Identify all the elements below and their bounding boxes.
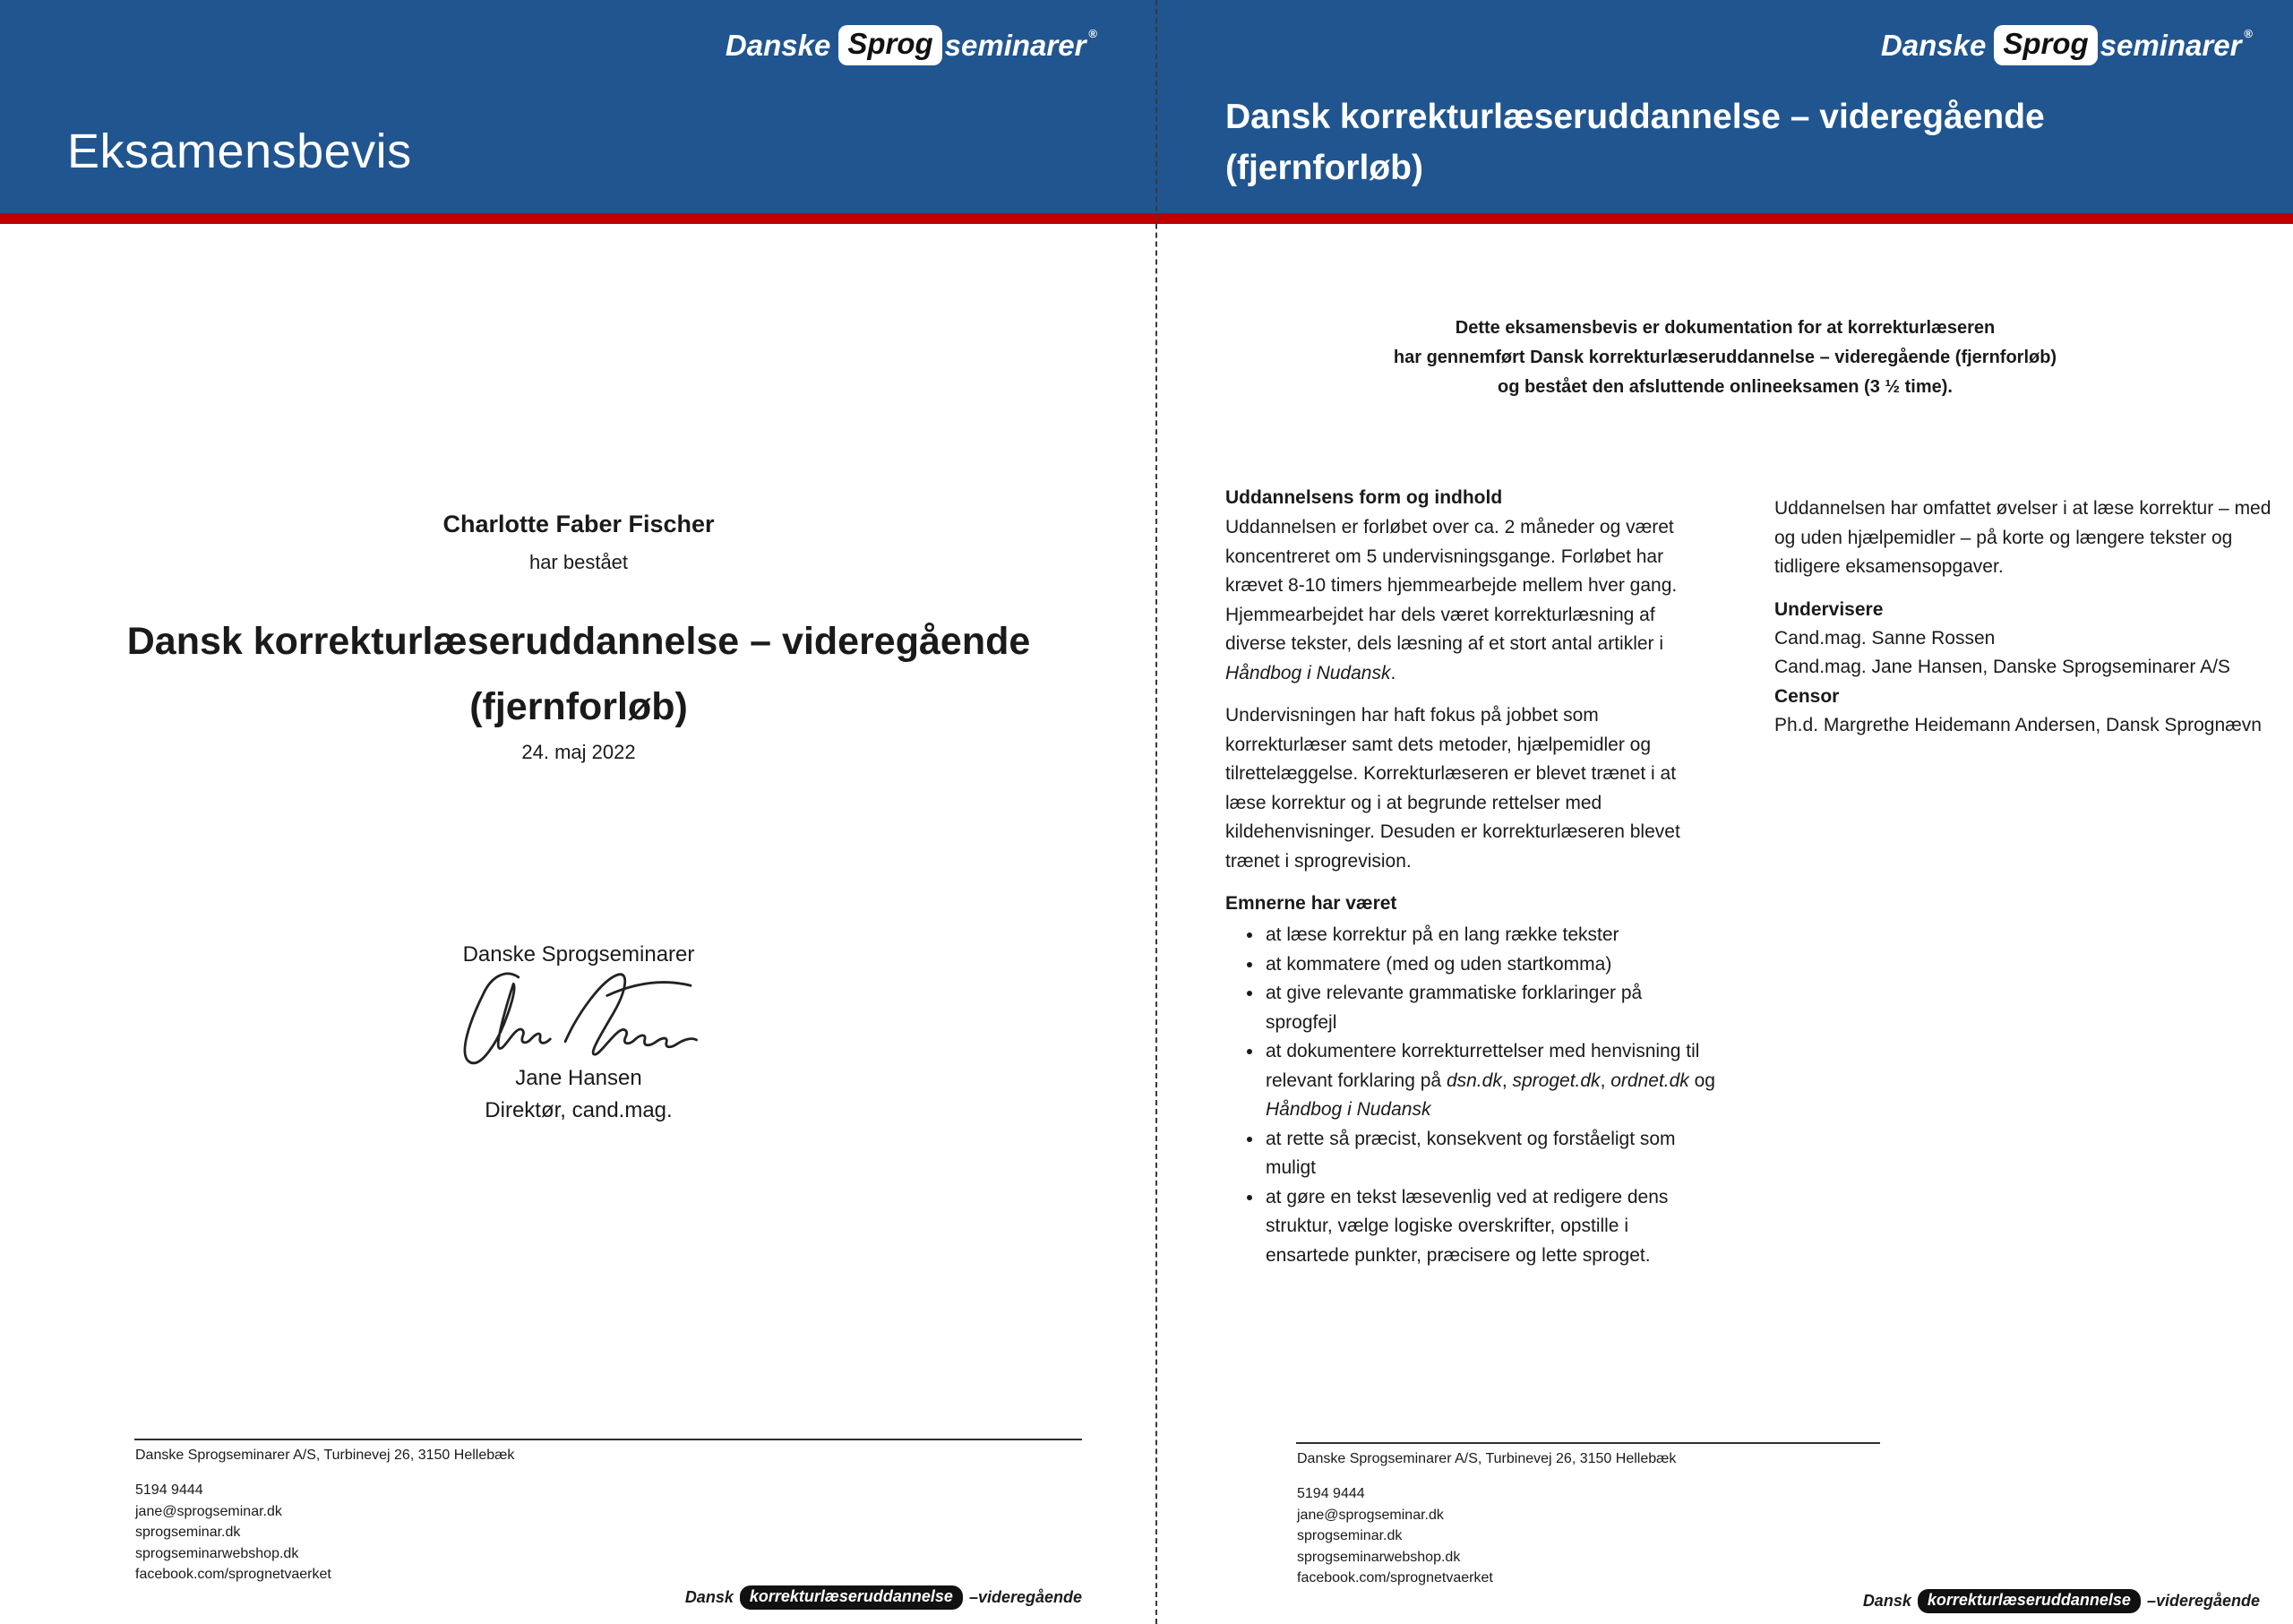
topic-item: • at læse korrektur på en lang række tekster — [1264, 921, 1716, 950]
intro-line1: Dette eksamensbevis er dokumentation for at korrekturlæseren — [1455, 318, 1996, 338]
topic-item: • at give relevante grammatiske forklaringer på sprogfejl — [1264, 979, 1716, 1037]
registered-mark-icon: ® — [1088, 27, 1097, 40]
topic-item-site: dsn.dk — [1446, 1070, 1502, 1091]
course-title-line2: (fjernforløb) — [469, 685, 688, 728]
intro-statement — [1157, 314, 2293, 402]
footer-phone: 5194 9444 — [135, 1482, 203, 1498]
page-right — [1157, 0, 2293, 1624]
tagline-badge: korrekturlæseruddannelse — [740, 1585, 963, 1610]
topic-item — [1264, 1037, 1716, 1125]
issuer-name: Danske Sprogseminarer — [462, 942, 695, 967]
recipient-name: Charlotte Faber Fischer — [442, 511, 715, 537]
form-heading: Uddannelsens form og indhold — [1225, 487, 1503, 508]
topic-item-site: sproget.dk — [1512, 1070, 1601, 1091]
brand-logo — [726, 25, 1097, 65]
logo-danske: Danske — [725, 28, 831, 62]
logo-sprog-badge: Sprog — [838, 25, 941, 65]
footer-facebook: facebook.com/sprognetvaerket — [135, 1567, 331, 1582]
tagline-post: –videregående — [968, 1588, 1082, 1606]
logo-seminarer: seminarer — [944, 28, 1086, 62]
signatory-name: Jane Hansen — [515, 1066, 642, 1090]
course-title-line1: Dansk korrekturlæseruddannelse – videregående — [126, 620, 1031, 663]
exercises-paragraph: Uddannelsen har omfattet øvelser i at læse korrektur – med og uden hjælpemidler – på korte og længere tekster og tidligere eksamensopgaver. — [1774, 498, 2272, 577]
topic-item-text: at dokumentere korrekturrettelser med henvisning til relevant forklaring på — [1266, 1041, 1700, 1091]
column-exercises-and-staff — [1774, 494, 2289, 740]
footer-rule — [134, 1439, 1082, 1440]
footer-website: sprogseminar.dk — [135, 1525, 241, 1540]
topic-item: • at rette så præcist, konsekvent og forståeligt som muligt — [1264, 1125, 1716, 1183]
certificate-date: 24. maj 2022 — [521, 741, 636, 763]
registered-mark-icon: ® — [2244, 27, 2253, 40]
footer-contacts — [1297, 1483, 1493, 1589]
topic-item-booktitle: Håndbog i Nudansk — [1266, 1099, 1431, 1120]
topic-item-sep: , — [1600, 1070, 1611, 1091]
brand-logo — [1881, 25, 2253, 65]
topics-list — [1225, 921, 1716, 1270]
footer-webshop: sprogseminarwebshop.dk — [135, 1545, 299, 1561]
course-tagline — [1863, 1589, 2260, 1613]
topic-item: • at kommatere (med og uden startkomma) — [1264, 950, 1716, 980]
passed-label: har bestået — [528, 551, 629, 573]
intro-line3: og bestået den afsluttende onlineeksamen (3 ½ time). — [1498, 377, 1953, 397]
topic-item-site: ordnet.dk — [1610, 1070, 1689, 1091]
column-form-and-topics — [1225, 484, 1716, 1270]
footer-address: Danske Sprogseminarer A/S, Turbinevej 26, 3150 Hellebæk — [1297, 1451, 1677, 1466]
footer-phone: 5194 9444 — [1297, 1486, 1365, 1501]
signature-image — [448, 960, 699, 1072]
footer-rule — [1296, 1442, 1880, 1444]
intro-line2: har gennemført Dansk korrekturlæseruddannelse – videregående (fjernforløb) — [1393, 348, 2057, 367]
form-paragraph-2: Undervisningen har haft fokus på jobbet som korrekturlæser samt dets metoder, hjælpemidler og tilrettelæggelse. Korrekturlæseren er blevet trænet i at læse korrektur og i at begrunde rettelser med kildehenvisninger. Desuden er korrekturlæseren blevet trænet i sprogrevision. — [1225, 705, 1680, 872]
teacher-name: Cand.mag. Sanne Rossen — [1774, 627, 1996, 649]
tagline-post: –videregående — [2146, 1592, 2260, 1610]
footer-contacts — [135, 1480, 331, 1585]
document-title: Eksamensbevis — [67, 125, 412, 178]
footer-address: Danske Sprogseminarer A/S, Turbinevej 26, 3150 Hellebæk — [135, 1448, 515, 1463]
tagline-pre: Dansk — [1862, 1592, 1911, 1610]
page-title-line1: Dansk korrekturlæseruddannelse – videregående — [1225, 98, 2045, 136]
tagline-badge: korrekturlæseruddannelse — [1918, 1589, 2141, 1613]
footer-facebook: facebook.com/sprognetvaerket — [1297, 1570, 1493, 1585]
page-fold-dashed-line — [1155, 0, 1157, 1624]
footer-website: sprogseminar.dk — [1297, 1528, 1403, 1543]
teachers-heading: Undervisere — [1774, 598, 1884, 620]
signatory-title: Direktør, cand.mag. — [485, 1098, 673, 1122]
page-title — [1225, 91, 2045, 193]
form-paragraph-1-booktitle: Håndbog i Nudansk — [1225, 662, 1391, 683]
tagline-pre: Dansk — [684, 1588, 734, 1606]
teacher-name: Cand.mag. Jane Hansen, Danske Sprogseminarer A/S — [1774, 657, 2230, 677]
logo-sprog-badge: Sprog — [1994, 25, 2097, 65]
course-title — [0, 609, 1157, 740]
censor-heading: Censor — [1774, 685, 1840, 707]
course-tagline — [685, 1585, 1082, 1610]
topic-item-sep: og — [1688, 1070, 1715, 1091]
topic-item-sep: , — [1501, 1070, 1513, 1091]
form-paragraph-1-text: Uddannelsen er forløbet over ca. 2 måneder og været koncentreret om 5 undervisningsgange. Forløbet har krævet 8-10 timers hjemmearbejde mellem hver gang. Hjemmearbejdet har dels været korrekturlæsning af diverse tekster, dels læsning af et stort antal artikler i — [1225, 517, 1678, 654]
page-title-line2: (fjernforløb) — [1225, 149, 1423, 187]
censor-name: Ph.d. Margrethe Heidemann Andersen, Dansk Sprognævn — [1774, 714, 2262, 735]
form-paragraph-1 — [1225, 513, 1716, 688]
logo-seminarer: seminarer — [2100, 28, 2242, 62]
footer-email: jane@sprogseminar.dk — [135, 1503, 282, 1519]
logo-danske: Danske — [1880, 28, 1987, 62]
topic-item: • at gøre en tekst læsevenlig ved at redigere dens struktur, vælge logiske overskrifter, opstille i ensartede punkter, præcisere og lette sproget. — [1264, 1183, 1716, 1271]
topics-heading: Emnerne har været — [1225, 893, 1397, 914]
form-paragraph-1-tail: . — [1390, 662, 1396, 683]
footer-email: jane@sprogseminar.dk — [1297, 1507, 1444, 1523]
footer-webshop: sprogseminarwebshop.dk — [1297, 1549, 1461, 1565]
